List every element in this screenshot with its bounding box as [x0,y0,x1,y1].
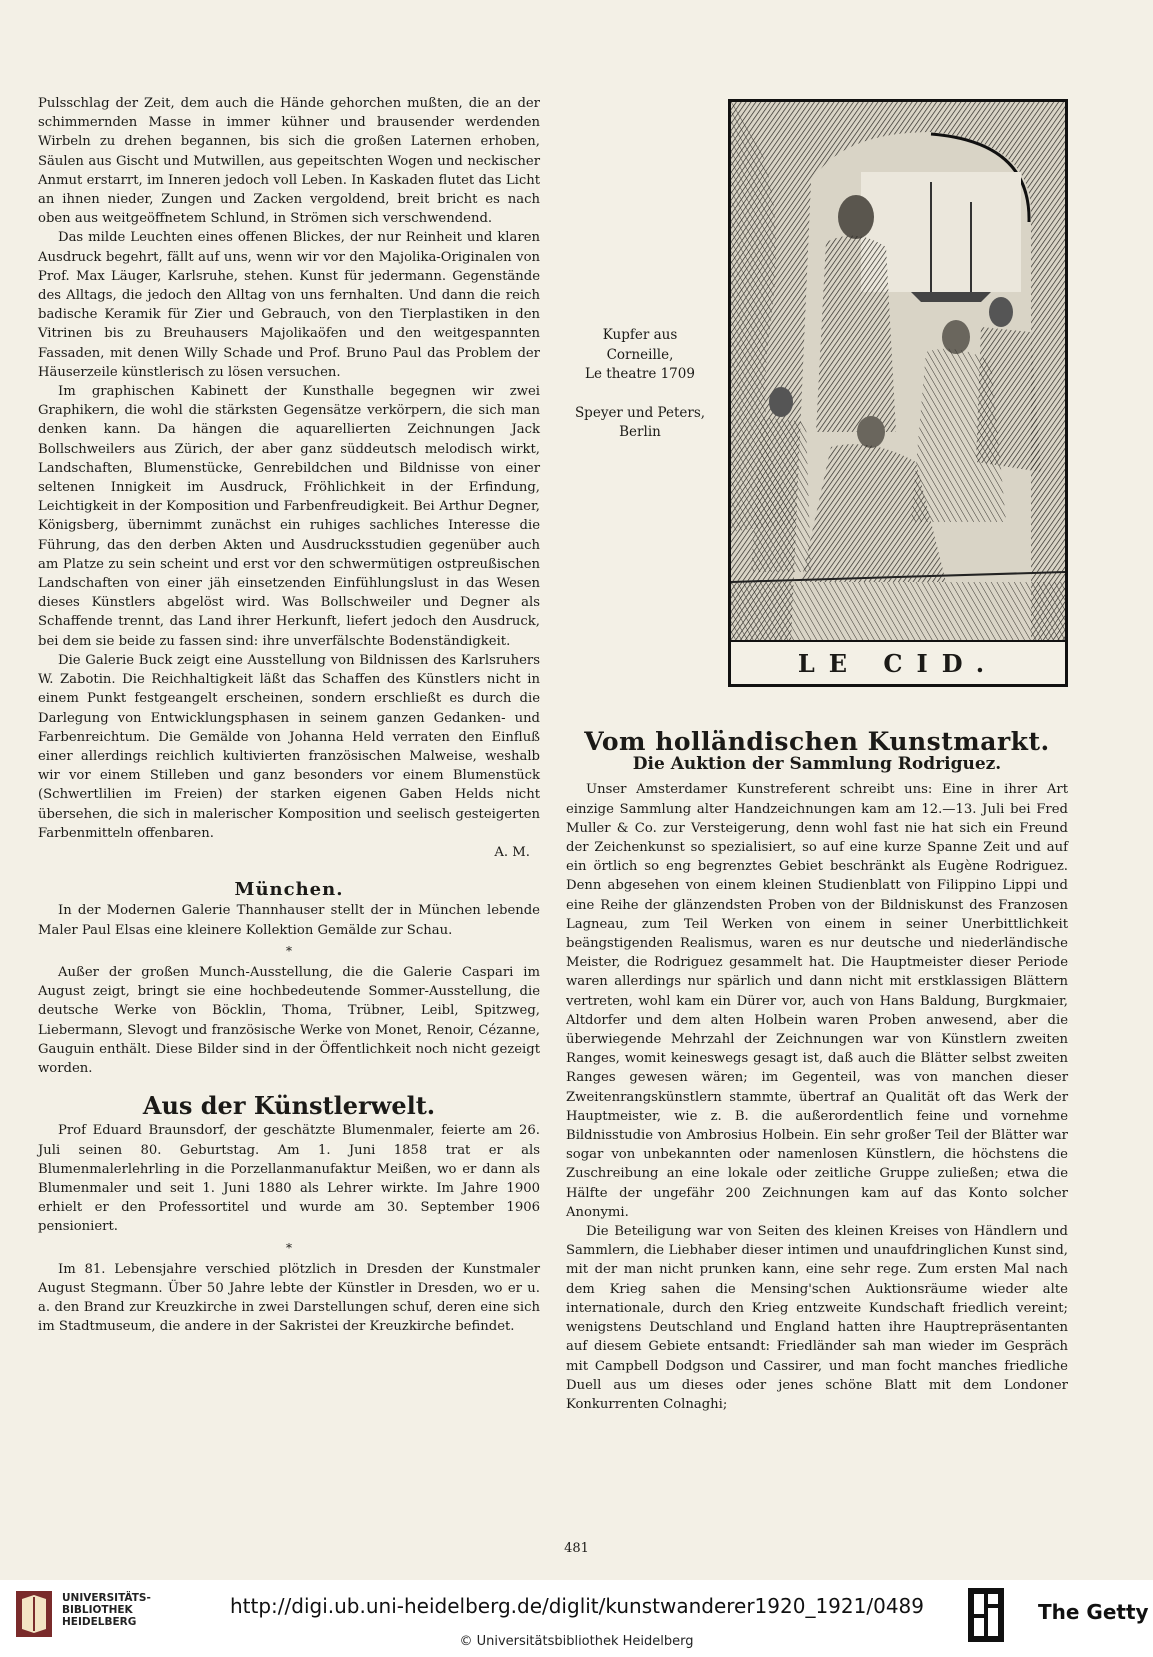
article-heading: Vom holländischen Kunstmarkt. [584,727,1050,756]
page-number: 481 [564,1541,589,1556]
engraving-image [731,102,1065,642]
left-column [38,94,540,1337]
permalink-url[interactable]: http://digi.ub.uni-heidelberg.de/diglit/kunstwanderer1920_1921/0489 [230,1594,924,1618]
caption-line: Speyer und Peters, [574,404,706,421]
caption-line: Kupfer aus [602,327,678,343]
caption-line: Berlin [619,424,661,440]
illustration-title: LE CID. [797,648,999,678]
library-name-line: UNIVERSITÄTS- [62,1592,151,1604]
library-name-line: BIBLIOTHEK [62,1604,133,1616]
right-column [566,727,1068,1414]
signature: A. M. [494,844,530,860]
paragraph: Die Beteiligung war von Seiten des kleinen Kreises von Händlern und Sammlern, die Liebhaber dieser intimen und unaufdringlichen Kunst sind, mit der man nicht prunken kann, eine sehr rege. Zum ersten Mal nach dem Krieg sahen die Mensing'schen Auktionsräume wieder alte internationale, durch den Krieg entzweite Kundschaft friedlich vereint; wenigstens Deutschland und England hatten ihre Hauptrepräsentanten auf diesem Gebiete entsandt: Friedländer sah man wieder im Gespräch mit Campbell Dodgson und Cassirer, und man focht manches friedliche Duell aus um dieses oder jenes schöne Blatt mit dem Londoner Konkurrenten Colnaghi; [566,1224,1068,1412]
caption-line: Corneille, [606,346,674,363]
caption-line: Le theatre 1709 [585,366,695,382]
paragraph: Das milde Leuchten eines offenen Blickes, der nur Reinheit und klaren Ausdruck begehrt, fällt auf uns, wenn wir vor den Majolika-Originalen von Prof. Max Läuger, Karlsruhe, stehen. Kunst für jedermann. Gegenstände des Alltags, die jedoch den Alltag von uns fernhalten. Und dann die reich badische Keramik für Zier und Gebrauch, von den Tierplastiken in den Vitrinen bis zu Breuhausers Majolikaöfen und den weitgespannten Fassaden, mit denen Willy Schade und Prof. Bruno Paul das Problem der Häuserzeile künstlerisch zu lösen versuchen. [38,230,540,380]
library-name [62,1592,151,1628]
paragraph: Die Galerie Buck zeigt eine Ausstellung von Bildnissen des Karlsruhers W. Zabotin. Die Reichhaltigkeit läßt das Schaffen des Künstlers nicht in einem Punkt festgeangelt erscheinen, sondern erschließt es durch die Darlegung von Entwicklungsphasen in seinem ganzen Gedanken- und Farbenreichtum. Die Gemälde von Johanna Held verraten den Einfluß einer allerdings reichlich kultivierten französischen Malweise, weshalb wir vor einem Stilleben und ganz besonders vor einem Blumenstück (Schwertlilien im Freien) der starken eigenen Gaben Helds nicht übersehen, die sich in malerischer Komposition und seelisch gesteigerten Farbenmitteln offenbaren. [38,652,540,841]
separator-star: * [286,1240,292,1255]
paragraph: Außer der großen Munch-Ausstellung, die die Galerie Caspari im August zeigt, bringt sie eine hochbedeutende Sommer-Ausstellung, die deutsche Werke von Böcklin, Thoma, Trübner, Leibl, Spitzweg, Liebermann, Slevogt und französische Werke von Monet, Renoir, Cézanne, Gauguin enthält. Diese Bilder sind in der Öffentlichkeit noch nicht gezeigt worden. [38,964,540,1076]
engraving-illustration [728,99,1068,687]
paragraph: Pulsschlag der Zeit, dem auch die Hände gehorchen mußten, die an der schimmernden Masse in immer kühner und brausender werdenden Wirbeln zu drehen begannen, bis sich die großen Laternen erhoben, Säulen aus Gischt und Mutwillen, aus gepeitschten Wogen und neckischer Anmut erstarrt, im Inneren jedoch voll Leben. In Kaskaden flutet das Licht an ihnen nieder, Zungen und Zacken vergoldend, breit bricht es nach oben aus weitgeöffnetem Schlund, in Strömen sich verschwendend. [38,96,540,227]
paragraph: Im graphischen Kabinett der Kunsthalle begegnen wir zwei Graphikern, die wohl die stärksten Gegensätze verkörpern, die sich man denken kann. Da hängen die aquarellierten Zeichnungen Jack Bollschweilers aus Zürich, der aber ganz süddeutsch melodisch wirkt, Landschaften, Blumenstücke, Genrebildchen und Bildnisse von einer seltenen Innigkeit im Ausdruck, Fröhlichkeit in der Erfindung, Leichtigkeit in der Komposition und Farbenfreudigkeit. Bei Arthur Degner, Königsberg, übernimmt zunächst ein ruhiges sachliches Interesse die Führung, das den derben Akten und Ausdrucksstudien gegenüber auch am Platze zu sein scheint und erst vor den schwermütigen ostpreußischen Landschaften von einer jäh einsetzenden Einfühlungslust in das Wesen dieses Künstlers abgelöst wird. Was Bollschweiler und Degner als Schaffende trennt, das Land ihrer Herkunft, liefert jedoch den Ausdruck, bei dem sie beide zu fassen sind: ihre unverfälschte Bodenständigkeit. [38,384,540,649]
paragraph: In der Modernen Galerie Thannhauser stellt der in München lebende Maler Paul Elsas eine kleinere Kollektion Gemälde zur Schau. [38,903,540,938]
getty-name: The Getty [1038,1600,1149,1624]
illustration-title-bar [731,640,1065,684]
copyright-notice: © Universitätsbibliothek Heidelberg [459,1634,694,1649]
illustration-caption [562,326,718,443]
paragraph: Unser Amsterdamer Kunstreferent schreibt uns: Eine in ihrer Art einzige Sammlung alter Handzeichnungen kam am 12.—13. Juli bei Fred Muller & Co. zur Versteigerung, denn wohl fast nie hat sich ein Freund der Zeichenkunst so spezialisiert, so auf eine kurze Spanne Zeit und auf ein örtlich so eng begrenztes Gebiet beschränkt als Eugène Rodriguez. Denn abgesehen von einem kleinen Studienblatt von Filippino Lippi und eine Reihe der glänzendsten Proben von der Bildniskunst des Franzosen Lagneau, zum Teil Werken von einem in seiner Unerbittlichkeit beängstigenden Realismus, waren es nur deutsche und niederländische Meister, die Rodriguez gesammelt hat. Die Hauptmeister dieser Periode waren allerdings nur spärlich und dann nicht mit erstklassigen Blättern vertreten, wohl kam ein Dürer vor, auch von Hans Baldung, Burgkmaier, Altdorfer und dem alten Holbein waren Proben anwesend, aber die überwiegende Mehrzahl der Zeichnungen war von Künstlern zweiten Ranges, womit keineswegs gesagt ist, daß auch die Blätter selbst zweiten Ranges gewesen wären; im Gegenteil, was von manchen dieser Zweitenrangskünstlern stammte, übertraf an Qualität oft das Werk der Hauptmeister, wie z. B. die außerordentlich feine und vornehme Bildnisstudie von Ambrosius Holbein. Ein sehr großer Teil der Blätter war sogar von unbekannten oder namenlosen Künstlern, die höchstens die Zuschreibung an eine lokale oder zeitliche Gruppe zuließen; etwa die Hälfte der ungefähr 200 Zeichnungen kam auf das Konto solcher Anonymi. [566,782,1068,1220]
paragraph: Im 81. Lebensjahre verschied plötzlich in Dresden der Kunstmaler August Stegmann. Über 50 Jahre lebte der Künstler in Dresden, wo er u. a. den Brand zur Kreuzkirche in zwei Darstellungen schuf, deren eine sich im Stadtmuseum, die andere in der Sakristei der Kreuzkirche befindet. [38,1261,540,1335]
separator-star: * [286,943,292,958]
library-name-line: HEIDELBERG [62,1616,137,1628]
article-subheading: Die Auktion der Sammlung Rodriguez. [632,754,1002,775]
getty-logo [968,1588,1004,1642]
section-heading-kuenstlerwelt: Aus der Künstlerwelt. [142,1091,436,1121]
paragraph: Prof Eduard Braunsdorf, der geschätzte Blumenmaler, feierte am 26. Juli seinen 80. Geburtstag. Am 1. Juni 1858 trat er als Blumenmalerlehrling in die Porzellanmanufaktur Meißen, wo er dann als Blumenmaler und seit 1. Juni 1880 als Lehrer wirkte. Im Jahre 1900 erhielt er den Professortitel und wurde am 30. September 1906 pensioniert. [38,1123,540,1235]
university-library-logo [14,1589,54,1639]
section-heading-muenchen: München. [234,879,344,901]
footer-bar [0,1580,1153,1657]
